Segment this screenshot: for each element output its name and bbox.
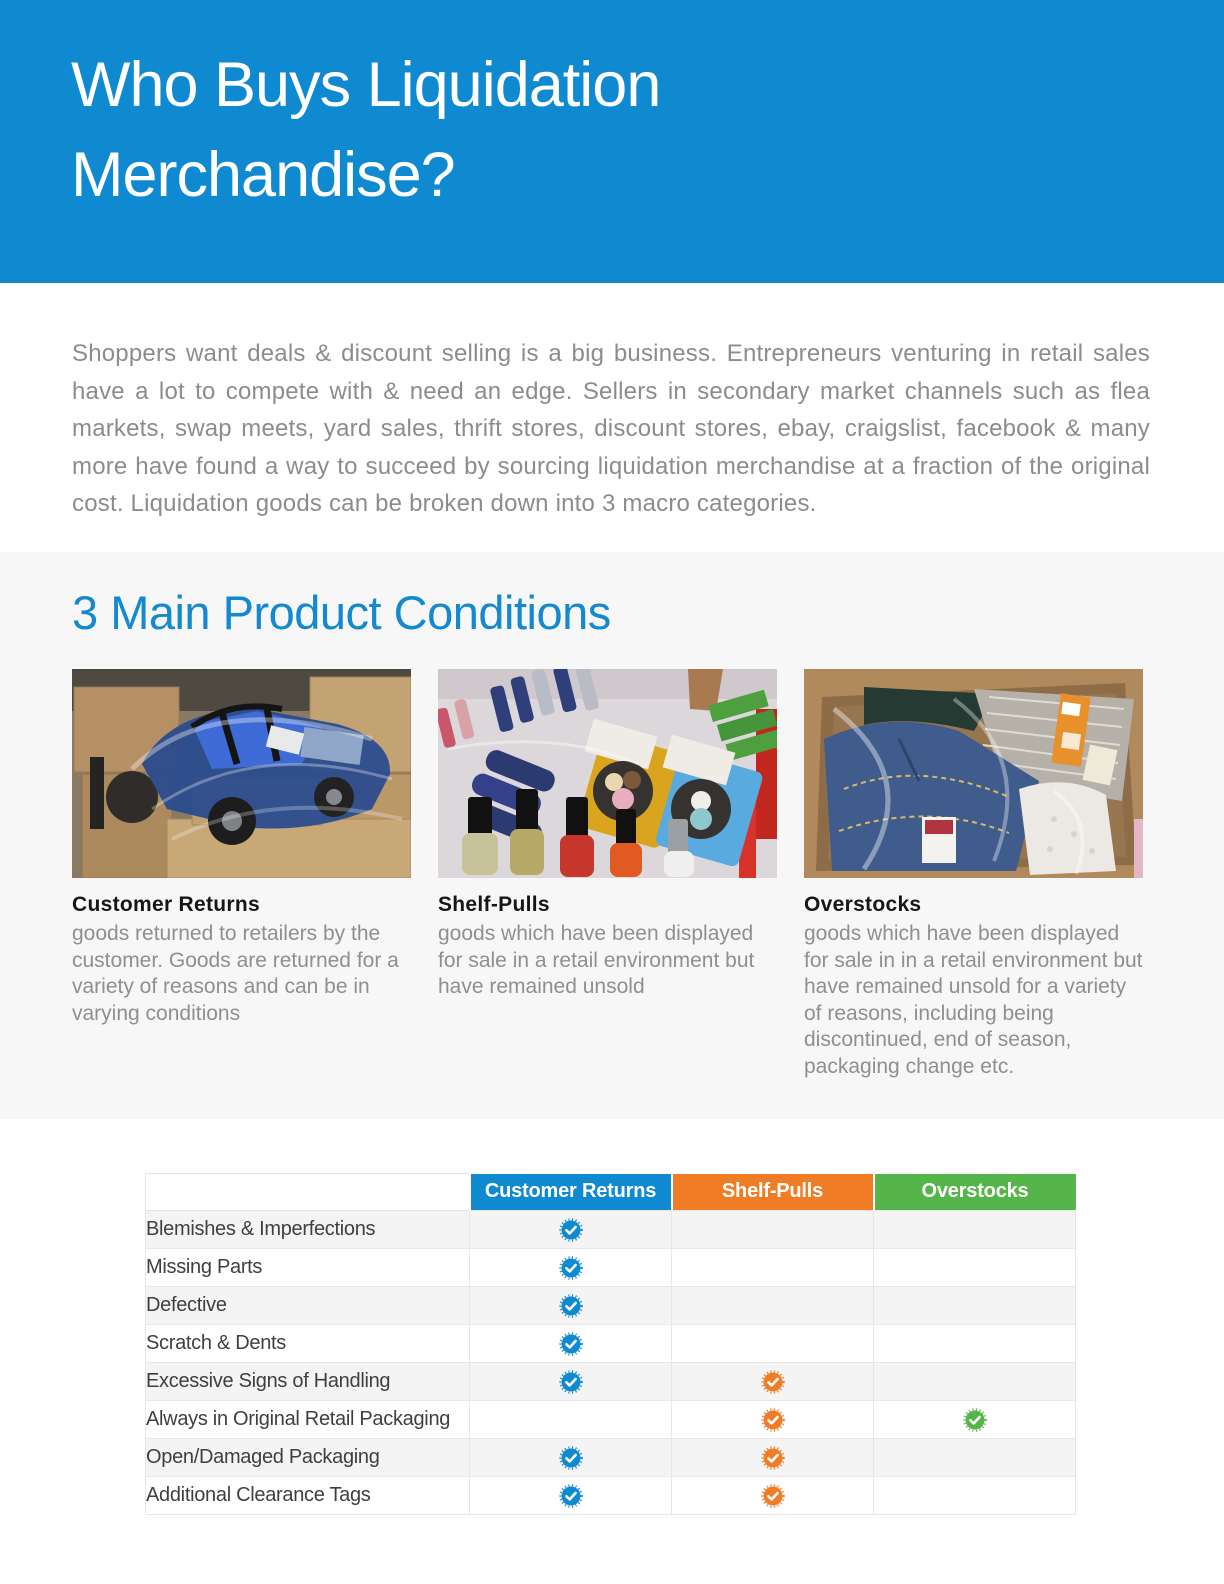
comparison-table-body <box>146 1211 1076 1515</box>
check-icon <box>559 1332 583 1356</box>
condition-card-customer-returns <box>72 669 411 1080</box>
table-row <box>146 1249 1076 1287</box>
table-row <box>146 1211 1076 1249</box>
check-icon <box>559 1218 583 1242</box>
check-icon <box>761 1446 785 1470</box>
check-cell <box>470 1439 672 1477</box>
comparison-table-section <box>0 1119 1224 1515</box>
check-cell <box>672 1401 874 1439</box>
row-label: Scratch & Dents <box>146 1325 470 1363</box>
conditions-heading: 3 Main Product Conditions <box>72 586 611 639</box>
check-icon <box>559 1370 583 1394</box>
empty-cell <box>874 1287 1076 1325</box>
row-label: Defective <box>146 1287 470 1325</box>
check-icon <box>559 1484 583 1508</box>
row-label: Excessive Signs of Handling <box>146 1363 470 1401</box>
intro-section <box>0 283 1224 552</box>
check-icon <box>963 1408 987 1432</box>
page-title-line2: Merchandise? <box>71 140 455 211</box>
condition-card-overstocks <box>804 669 1143 1080</box>
empty-cell <box>470 1401 672 1439</box>
card-title-overstocks: Overstocks <box>804 893 922 916</box>
comparison-table <box>145 1173 1076 1515</box>
column-header <box>874 1174 1076 1211</box>
check-icon <box>559 1256 583 1280</box>
check-cell <box>470 1249 672 1287</box>
shelf-pulls-photo <box>438 669 777 878</box>
check-cell <box>470 1477 672 1515</box>
card-desc-customer-returns: goods returned to retailers by the customer. Goods are returned for a variety of reasons and can be in varying conditions <box>72 922 399 1025</box>
check-icon <box>761 1484 785 1508</box>
intro-paragraph: Shoppers want deals & discount selling is a big business. Entrepreneurs venturing in retail sales have a lot to compete with & need an edge. Sellers in secondary market channels such as flea markets, swap meets, yard sales, thrift stores, discount stores, ebay, craigslist, facebook & many more have found a way to succeed by sourcing liquidation merchandise at a fraction of the original cost. Liquidation goods can be broken down into 3 macro categories. <box>72 340 1150 517</box>
empty-cell <box>672 1249 874 1287</box>
check-cell <box>672 1363 874 1401</box>
product-conditions-section <box>0 552 1224 1119</box>
empty-cell <box>672 1287 874 1325</box>
card-desc-overstocks: goods which have been displayed for sale in in a retail environment but have remained unsold for a variety of reasons, including being discontinued, end of season, packaging change etc. <box>804 922 1143 1078</box>
table-row <box>146 1287 1076 1325</box>
check-cell <box>470 1211 672 1249</box>
empty-cell <box>672 1325 874 1363</box>
page-title-line1: Who Buys Liquidation <box>71 50 661 120</box>
card-title-shelf-pulls: Shelf-Pulls <box>438 893 550 916</box>
check-cell <box>470 1363 672 1401</box>
table-header-row <box>146 1174 1076 1211</box>
table-row <box>146 1325 1076 1363</box>
check-cell <box>672 1439 874 1477</box>
customer-returns-photo <box>72 669 411 878</box>
page-banner <box>0 0 1224 283</box>
empty-cell <box>874 1211 1076 1249</box>
check-icon <box>559 1446 583 1470</box>
page-title <box>71 40 1224 220</box>
table-corner-cell <box>146 1174 470 1211</box>
empty-cell <box>874 1325 1076 1363</box>
check-cell <box>672 1477 874 1515</box>
row-label: Additional Clearance Tags <box>146 1477 470 1515</box>
row-label: Open/Damaged Packaging <box>146 1439 470 1477</box>
table-row <box>146 1477 1076 1515</box>
empty-cell <box>874 1477 1076 1515</box>
card-title-customer-returns: Customer Returns <box>72 893 260 916</box>
row-label: Always in Original Retail Packaging <box>146 1401 470 1439</box>
check-cell <box>470 1325 672 1363</box>
check-icon <box>761 1408 785 1432</box>
card-desc-shelf-pulls: goods which have been displayed for sale in a retail environment but have remained unsold <box>438 922 755 998</box>
condition-cards <box>72 669 1152 1080</box>
check-icon <box>761 1370 785 1394</box>
column-header-label: Overstocks <box>921 1180 1029 1203</box>
table-row <box>146 1439 1076 1477</box>
empty-cell <box>874 1249 1076 1287</box>
empty-cell <box>874 1363 1076 1401</box>
column-header-label: Shelf-Pulls <box>721 1180 824 1203</box>
check-cell <box>470 1287 672 1325</box>
column-header <box>672 1174 874 1211</box>
check-cell <box>874 1401 1076 1439</box>
check-icon <box>559 1294 583 1318</box>
table-row <box>146 1363 1076 1401</box>
overstocks-photo <box>804 669 1143 878</box>
row-label: Blemishes & Imperfections <box>146 1211 470 1249</box>
column-header-label: Customer Returns <box>484 1180 657 1203</box>
row-label: Missing Parts <box>146 1249 470 1287</box>
condition-card-shelf-pulls <box>438 669 777 1080</box>
empty-cell <box>874 1439 1076 1477</box>
column-header <box>470 1174 672 1211</box>
table-row <box>146 1401 1076 1439</box>
empty-cell <box>672 1211 874 1249</box>
